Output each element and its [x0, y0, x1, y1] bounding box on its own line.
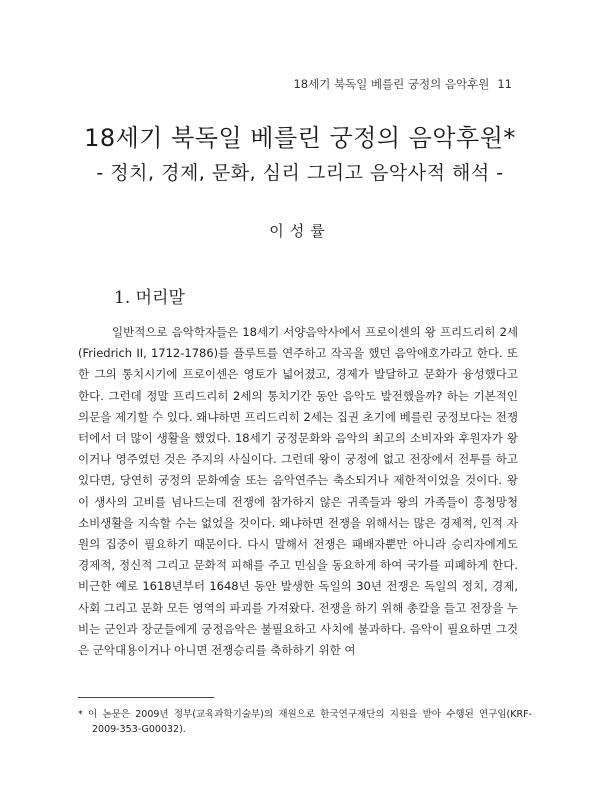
- article-title: 18세기 북독일 베를린 궁정의 음악후원*: [84, 124, 516, 152]
- running-header: [293, 76, 512, 92]
- footnote-divider: [78, 697, 214, 698]
- body-paragraph: 일반적으로 음악학자들은 18세기 서양음악사에서 프로이센의 왕 프리드리히 2세(Friedrich II, 1712-1786)를 플루트를 연주하고 작곡을 했던 음악애호가라고 한다. 또한 그의 통치시기에 프로이센은 영토가 넓어졌고, 경제가 발달하고 문화가 융성했다고 한다. 그런데 정말 프리드리히 2세의 통치기간 동안 음악도 발전했을까? 하는 기본적인 의문을 제기할 수 있다. 왜냐하면 프리드리히 2세는 집권 초기에 베를린 궁정보다는 전쟁터에서 더 많이 생활을 했었다. 18세기 궁정문화와 음악의 최고의 소비자와 후원자가 왕이거나 영주였던 것은 주지의 사실이다. 그런데 왕이 궁정에 없고 전장에서 전투를 하고 있다면, 당연히 궁정의 문화예술 또는 음악연주는 축소되거나 제한적이었을 것이다. 왕이 생사의 고비를 넘나드는데 전쟁에 참가하지 않은 귀족들과 왕의 가족들이 흥청망청 소비생활을 지속할 수는 없었을 것이다. 왜냐하면 전쟁을 위해서는 많은 경제적, 인적 자원의 집중이 필요하기 때문이다. 다시 말해서 전쟁은 패배자뿐만 아니라 승리자에게도 경제적, 정신적 그리고 문화적 피해를 주고 민심을 동요하게 하여 국가를 피폐하게 한다. 비근한 예로 1618년부터 1648년 동안 발생한 독일의 30년 전쟁은 독일의 정치, 경제, 사회 그리고 문화 모든 영역의 파괴를 가져왔다. 전쟁을 하기 위해 총칼을 들고 전장을 누비는 군인과 장군들에게 궁정음악은 불필요하고 사치에 불과하다. 음악이 필요하면 그것은 군악대용이거나 아니면 전쟁승리를 축하하기 위한 여: [78, 325, 518, 658]
- section-heading: 1. 머리말: [114, 288, 185, 308]
- footnote: * 이 논문은 2009년 정부(교육과학기술부)의 재원으로 한국연구재단의 지원을 받아 수행된 연구임(KRF-2009-353-G00032).: [78, 709, 532, 735]
- article-subtitle: - 정치, 경제, 문화, 심리 그리고 음악사적 해석 -: [96, 162, 504, 184]
- running-title: 18세기 북독일 베를린 궁정의 음악후원: [293, 77, 490, 91]
- author-name: 이성률: [269, 222, 331, 240]
- page-number: 11: [497, 77, 512, 91]
